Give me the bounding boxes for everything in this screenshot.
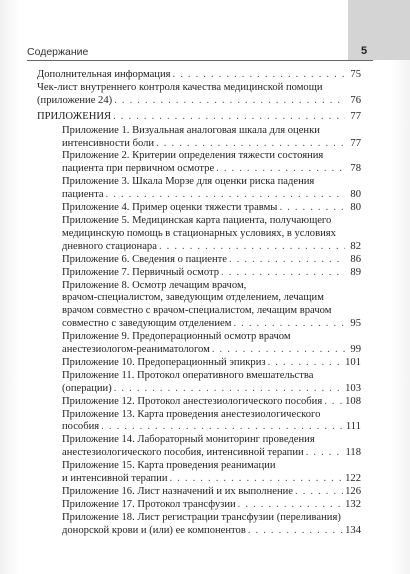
toc-entry-title: донорской крови и (или) ее компонентов: [62, 524, 246, 536]
toc-page-number: 80: [350, 202, 361, 214]
toc-entry-title: Приложение 10. Предоперационный эпикриз: [62, 356, 266, 368]
toc-entry-line: Приложение 18. Лист регистрации трансфузии (переливания): [62, 511, 341, 523]
toc-entry-title: Приложение 16. Лист назначений и их выполнение: [62, 486, 293, 497]
toc-entry-line: Приложение 3. Шкала Морзе для оценки риска падения: [62, 176, 315, 188]
dot-leader: [306, 447, 344, 460]
dot-leader: [173, 69, 346, 82]
toc-entry-title: пособия: [62, 421, 100, 433]
toc-entry-title: Приложение 6. Сведения о пациенте: [62, 253, 227, 265]
toc-entry[interactable]: [37, 267, 361, 280]
toc-page-number: 89: [350, 266, 361, 278]
toc-page-number: 95: [350, 318, 361, 330]
toc-entry-title: Приложение 7. Первичный осмотр: [62, 266, 220, 278]
header-title: Содержание: [27, 46, 89, 58]
toc-entry-row: [62, 383, 361, 396]
toc-entry[interactable]: [37, 499, 361, 512]
toc-page-number: 103: [345, 382, 361, 394]
dot-leader: [114, 95, 345, 108]
dot-leader: [229, 254, 345, 267]
toc-entry[interactable]: [37, 125, 361, 151]
toc-entry-title: пациента при первичном осмотре: [62, 163, 215, 175]
toc-entry-line: Приложение 14. Лабораторный мониторинг проведения: [62, 434, 315, 446]
toc-entry-line: Приложение 2. Критерии определения тяжести состояния: [62, 150, 324, 162]
toc-entry[interactable]: [37, 69, 361, 82]
toc-entry-row: [62, 447, 361, 460]
toc-entry-line: Приложение 5. Медицинская карта пациента, получающего: [62, 214, 332, 226]
toc-entry-row: [62, 254, 361, 267]
toc-entry-row: [62, 138, 361, 151]
toc-page-number: 122: [345, 473, 361, 485]
dot-leader: [295, 486, 343, 499]
toc-page-number: 77: [350, 137, 361, 149]
toc-entry-line: Приложение 8. Осмотр лечащим врачом,: [62, 279, 247, 291]
dot-leader: [156, 138, 345, 151]
toc-entry[interactable]: [37, 409, 361, 435]
toc-entry-title: Приложение 17. Протокол трансфузии: [62, 498, 236, 510]
toc-entry-line: Приложение 13. Карта проведения анестезиологического: [62, 408, 321, 420]
toc-entry-row: [62, 396, 361, 409]
toc-entry-title: Приложение 12. Протокол анестезиологического пособия: [62, 395, 323, 407]
toc-entry[interactable]: [37, 396, 361, 409]
toc-entry[interactable]: [37, 254, 361, 267]
toc-entry-title: совместно с заведующим отделением: [62, 318, 232, 330]
dot-leader: [233, 318, 345, 331]
toc-entry-title: интенсивности боли: [62, 137, 155, 149]
toc-page-number: 108: [345, 395, 361, 407]
toc-page-number: 132: [345, 498, 361, 510]
toc-entry-line: Приложение 11. Протокол оперативного вмешательства: [62, 369, 314, 381]
toc-page-number: 118: [345, 447, 361, 459]
toc-entry-title: пациента: [62, 189, 104, 201]
toc-entry-row: [62, 189, 361, 202]
toc-entry-row: [62, 267, 361, 280]
toc-entry-row: [62, 473, 361, 486]
dot-leader: [279, 202, 345, 215]
toc-page-number: 111: [345, 421, 361, 433]
header-rule: [27, 60, 373, 61]
toc-page-number: 126: [345, 486, 361, 497]
toc-entry[interactable]: [37, 370, 361, 396]
dot-leader: [159, 241, 345, 254]
toc-entry[interactable]: [37, 176, 361, 202]
toc-entry-line: медицинскую помощь в стационарных условиях, в условиях: [62, 227, 336, 239]
toc-entry-title: (операции): [62, 382, 112, 394]
toc-page-number: 82: [350, 240, 361, 252]
toc-entry-row: [62, 421, 361, 434]
toc-entry-line: Приложение 9. Предоперационный осмотр врачом: [62, 331, 291, 343]
toc-page-number: 80: [350, 189, 361, 201]
toc-page-number: 75: [350, 69, 361, 80]
toc-entry-row: [62, 202, 361, 215]
toc-entry-row: [62, 525, 361, 538]
dot-leader: [221, 267, 345, 280]
dot-leader: [324, 396, 343, 409]
dot-leader: [113, 111, 345, 124]
toc-entry-row: [62, 344, 361, 357]
running-header: [27, 42, 373, 64]
toc-entry[interactable]: [37, 150, 361, 176]
toc-entry[interactable]: [37, 82, 361, 108]
toc-entry-row: [62, 163, 361, 176]
toc-entry-title: дневного стационара: [62, 240, 157, 252]
dot-leader: [101, 421, 344, 434]
toc-entry[interactable]: [37, 215, 361, 254]
dot-leader: [268, 357, 344, 370]
toc-entry[interactable]: [37, 202, 361, 215]
toc-entry[interactable]: [37, 512, 361, 538]
toc-entry-row: [37, 69, 361, 82]
toc-entry-title: (приложение 24): [37, 94, 113, 106]
toc-section-heading[interactable]: [37, 111, 361, 124]
toc-entry-row: [62, 486, 361, 499]
toc-entry-line: Приложение 15. Карта проведения реанимации: [62, 460, 276, 472]
toc-page-number: 86: [350, 253, 361, 265]
toc-entry[interactable]: [37, 486, 361, 499]
toc-page-number: 76: [350, 94, 361, 106]
dot-leader: [212, 344, 345, 357]
toc-page-number: 99: [350, 344, 361, 356]
toc-entry[interactable]: [37, 460, 361, 486]
toc-entry-title: Приложение 4. Пример оценки тяжести травмы: [62, 202, 278, 214]
toc-entry-row: [62, 357, 361, 370]
toc-entry-row: [37, 111, 361, 124]
toc-entry-line: Приложение 1. Визуальная аналоговая шкала для оценки: [62, 124, 320, 136]
toc-page-number: 78: [350, 163, 361, 175]
dot-leader: [216, 163, 345, 176]
toc-page-number: 77: [350, 110, 361, 122]
page-number: 5: [361, 45, 368, 57]
toc-entry-line: врачом-специалистом, заведующим отделением, лечащим: [62, 292, 324, 304]
toc-entry-row: [62, 241, 361, 254]
toc-entry-title: анестезиологом-реаниматологом: [62, 344, 210, 356]
toc-entry-title: анестезиологического пособия, интенсивной терапии: [62, 447, 304, 459]
toc-entry-row: [62, 499, 361, 512]
toc-entry-line: Чек-лист внутреннего контроля качества медицинской помощи: [37, 81, 323, 93]
toc-page-number: 101: [345, 356, 361, 368]
toc-entry-title: и интенсивной терапии: [62, 473, 168, 485]
toc-entry-row: [62, 318, 361, 331]
dot-leader: [106, 189, 345, 202]
toc-entry-title: ПРИЛОЖЕНИЯ: [37, 110, 112, 122]
toc-page-number: 134: [345, 524, 361, 536]
dot-leader: [170, 473, 344, 486]
toc-entry[interactable]: [37, 357, 361, 370]
toc-entry-line: врачом совместно с врачом-специалистом, лечащим врачом: [62, 305, 332, 317]
dot-leader: [238, 499, 343, 512]
table-of-contents: [37, 69, 361, 538]
dot-leader: [114, 383, 343, 396]
toc-entry[interactable]: [37, 331, 361, 357]
toc-entry-row: [37, 95, 361, 108]
toc-entry[interactable]: [37, 434, 361, 460]
toc-entry[interactable]: [37, 280, 361, 332]
toc-entry-title: Дополнительная информация: [37, 69, 171, 80]
dot-leader: [248, 525, 343, 538]
